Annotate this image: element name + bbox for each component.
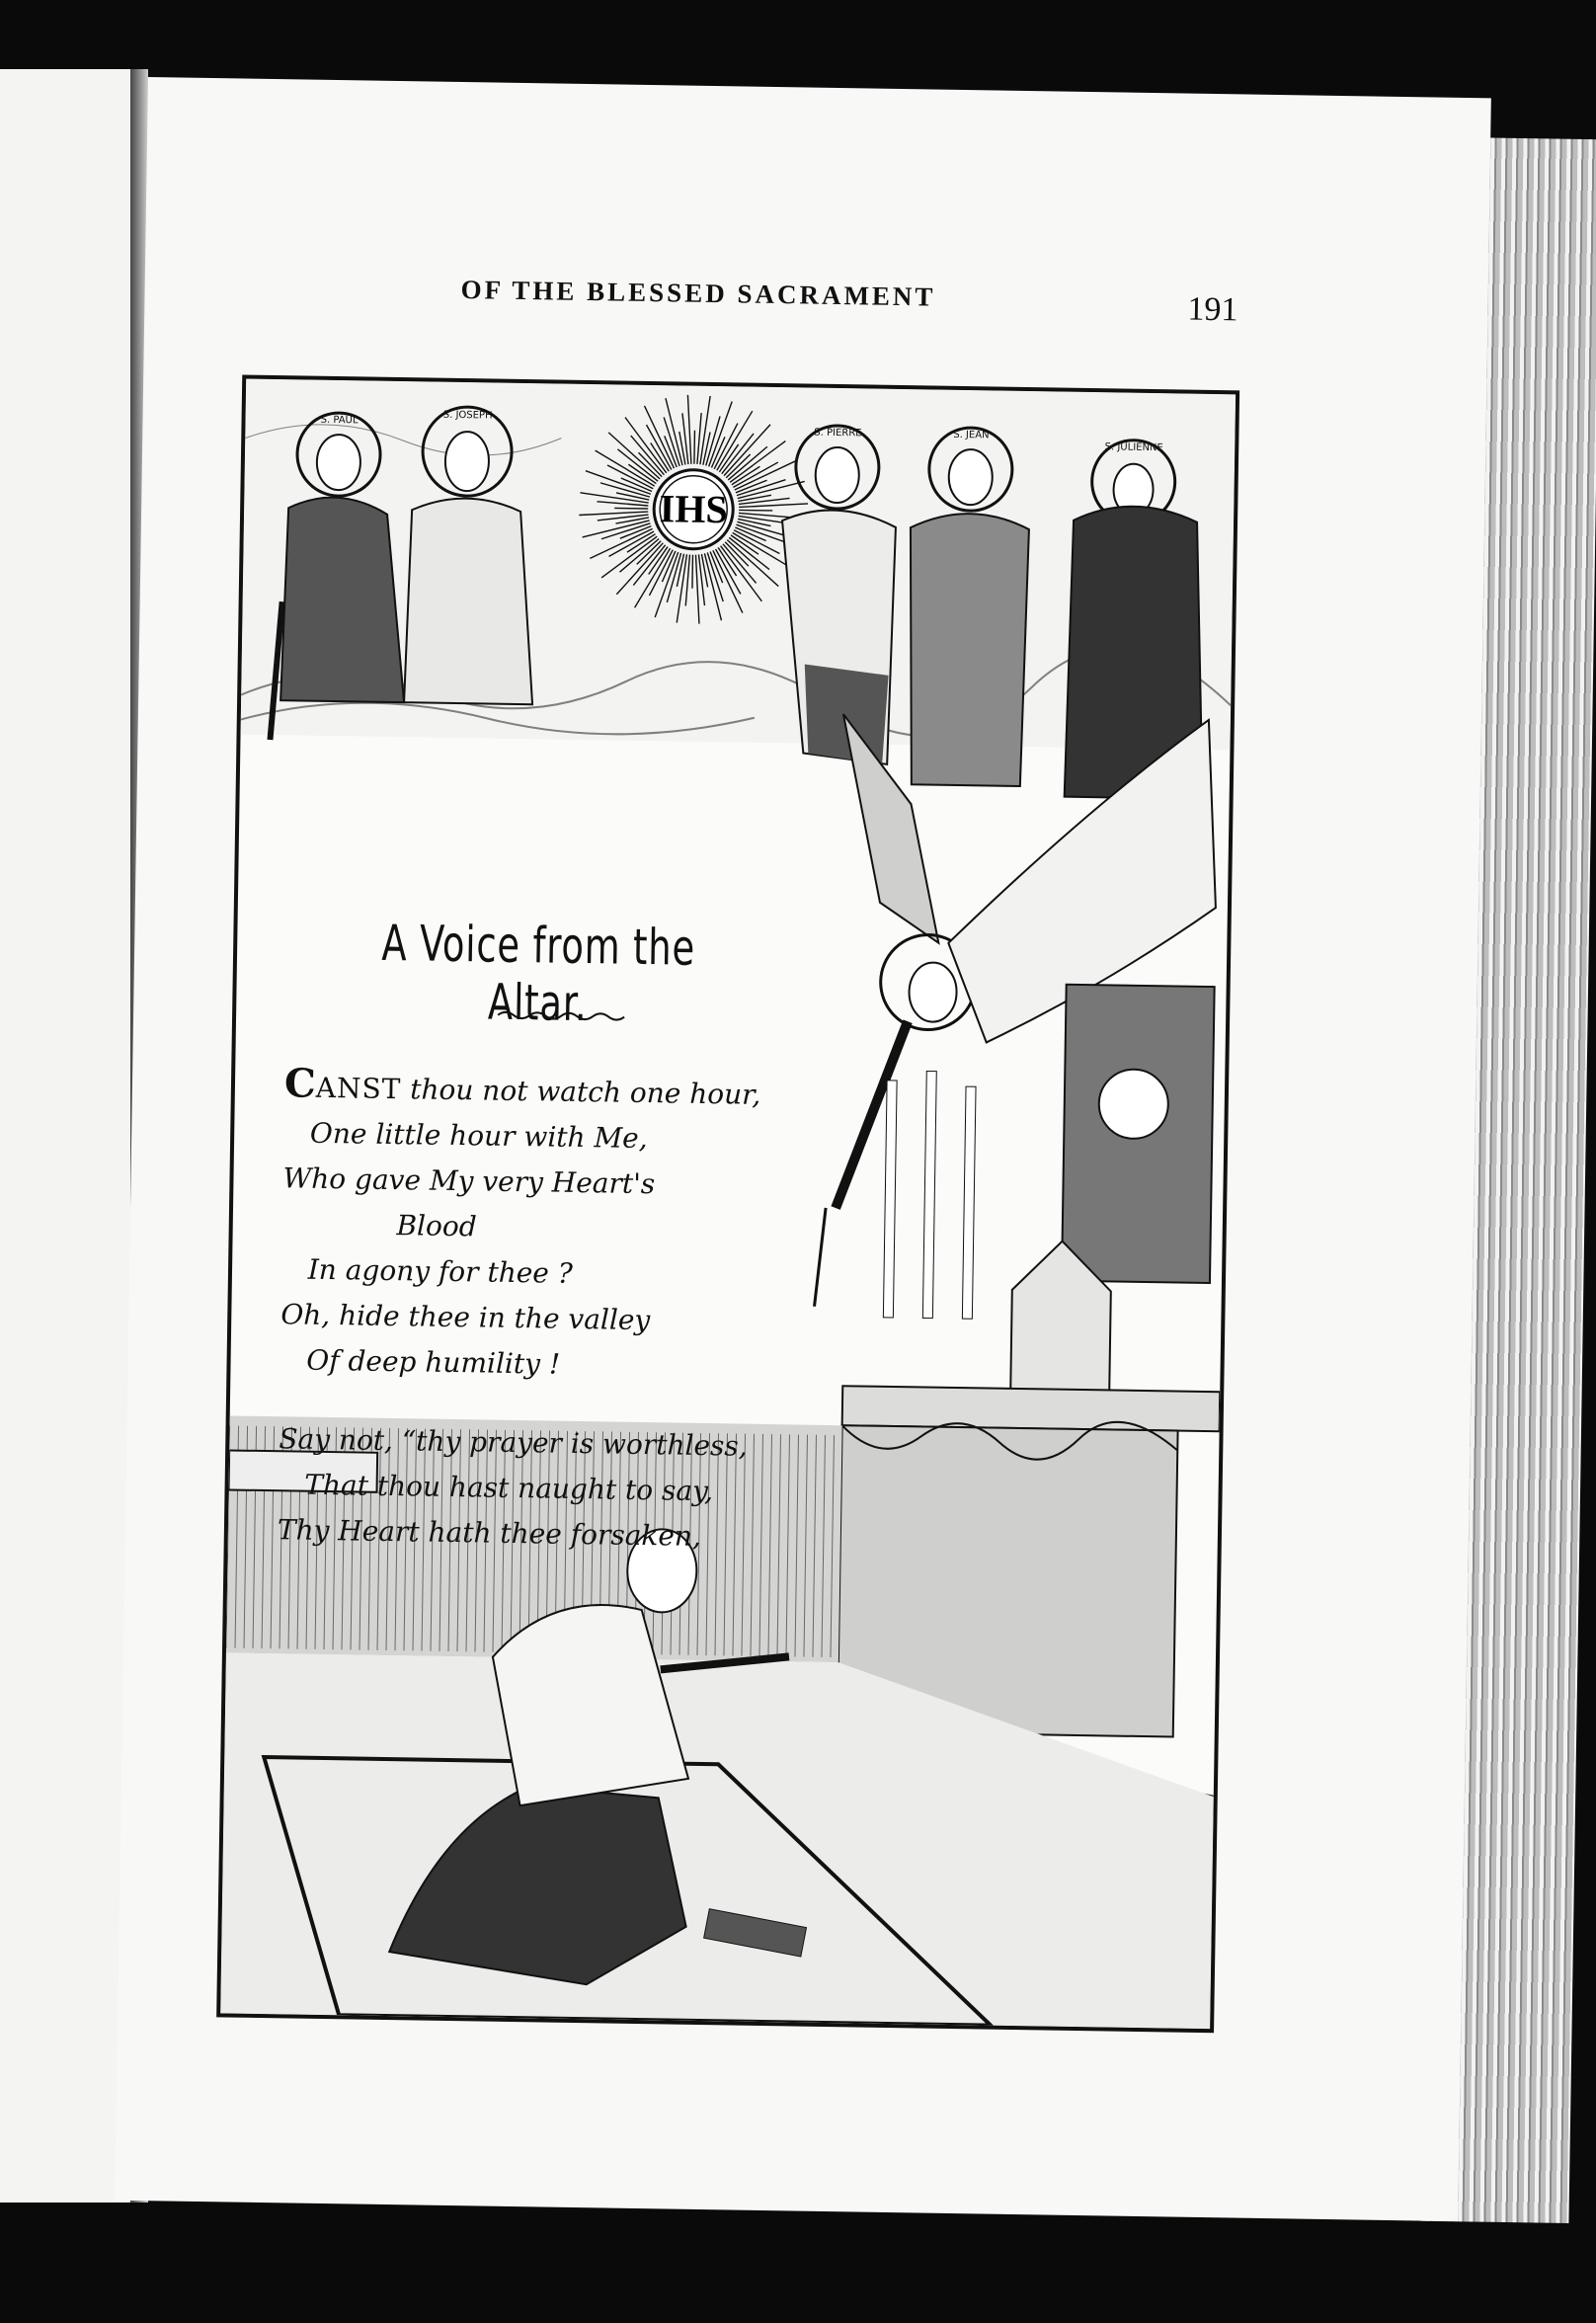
svg-text:S. JULIENNE: S. JULIENNE	[1104, 441, 1163, 454]
ray-line	[739, 510, 772, 511]
poem-line: Say not, “thy prayer is worthless,	[279, 1422, 748, 1463]
poem-stanza-2	[278, 1416, 813, 1561]
svg-text:S. PIERRE: S. PIERRE	[814, 427, 862, 440]
poem-stanza-1	[279, 1061, 818, 1391]
poem-line: Of deep humility !	[279, 1343, 561, 1381]
svg-text:S. JOSEPH: S. JOSEPH	[442, 409, 493, 422]
poem-line: Who gave My very Heart's	[282, 1162, 656, 1201]
poem-line: CANST thou not watch one hour,	[283, 1060, 761, 1111]
first-word-rest: ANST	[315, 1071, 402, 1106]
left-page-edge	[0, 69, 133, 2203]
poem-line: Oh, hide thee in the valley	[280, 1298, 651, 1337]
drop-cap: C	[283, 1060, 317, 1107]
svg-text:S. PAUL: S. PAUL	[320, 414, 359, 427]
ray-line	[614, 508, 648, 509]
engraving-plate	[216, 375, 1239, 2034]
poem-line: In agony for thee ?	[280, 1252, 574, 1290]
book-page	[115, 77, 1491, 2221]
altar-scene	[837, 981, 1227, 1797]
ray-line	[694, 431, 695, 464]
running-head: OF THE BLESSED SACRAMENT	[460, 275, 936, 312]
svg-text:S. JEAN: S. JEAN	[953, 429, 990, 441]
illustration-title: A Voice from the Altar.	[381, 914, 696, 1033]
ihs-monogram: IHS	[659, 486, 729, 532]
poem-line: That thou hast naught to say,	[278, 1468, 714, 1508]
page-number: 191	[1187, 290, 1238, 329]
poem-line: Blood	[281, 1207, 477, 1243]
poem-line: One little hour with Me,	[282, 1116, 648, 1156]
poem-line: Thy Heart hath thee forsaken,	[277, 1513, 702, 1553]
ray-line	[692, 555, 693, 589]
